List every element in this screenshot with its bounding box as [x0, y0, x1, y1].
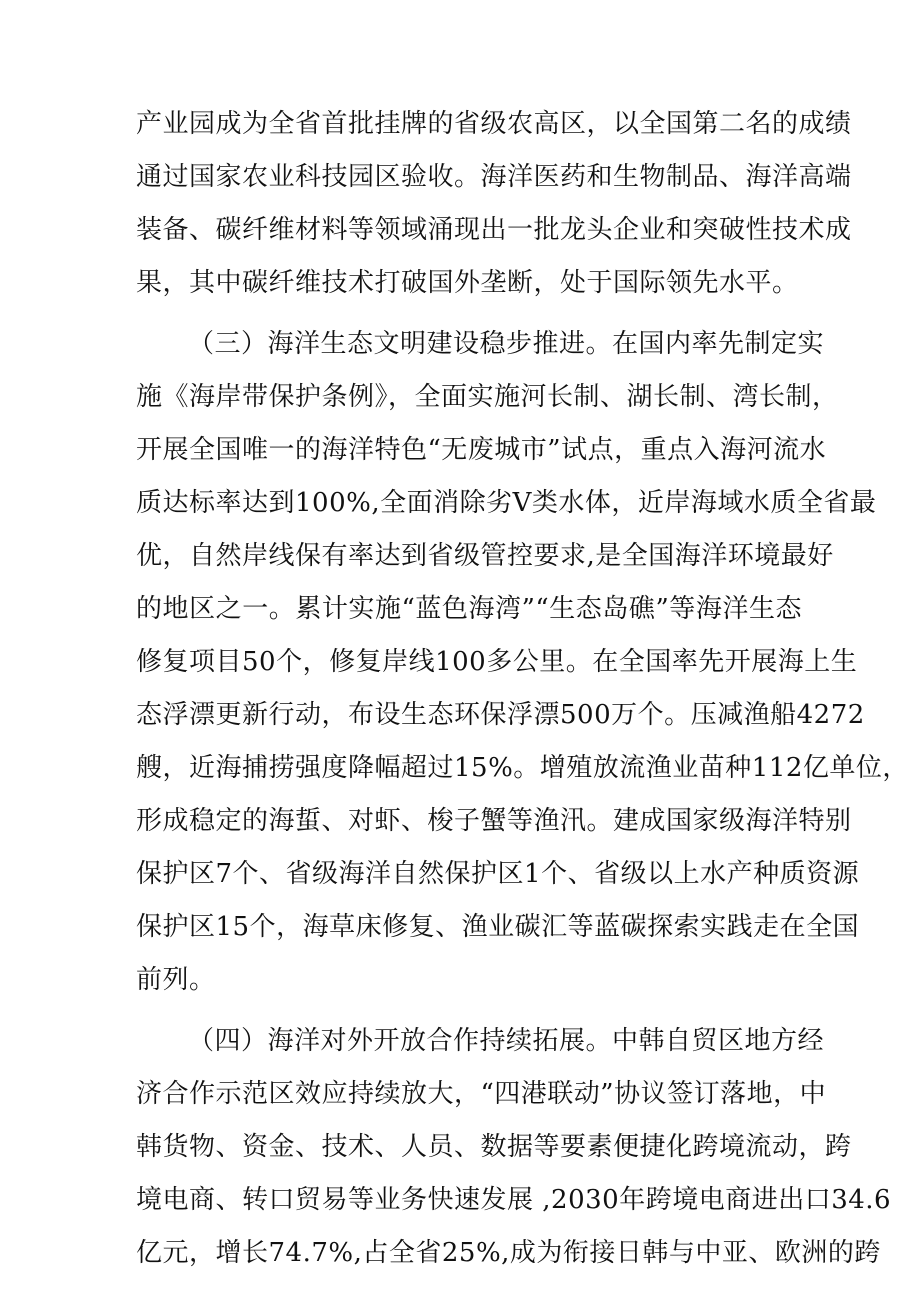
text-line: 态浮漂更新行动，布设生态环保浮漂500万个。压减渔船4272 [136, 700, 865, 730]
text-line: 修复项目50个，修复岸线100多公里。在全国率先开展海上生 [136, 647, 858, 677]
text-line: 的地区之一。累计实施“蓝色海湾”“生态岛礁”等海洋生态 [136, 594, 802, 624]
text-line: 济合作示范区效应持续放大，“四港联动”协议签订落地，中 [136, 1079, 827, 1109]
text-line: 艘，近海捕捞强度降幅超过15%。增殖放流渔业苗种112亿单位， [136, 753, 909, 783]
text-line: 形成稳定的海蜇、对虾、梭子蟹等渔汛。建成国家级海洋特别 [136, 806, 852, 836]
text-line: 质达标率达到100%,全面消除劣V类水体，近岸海域水质全省最 [136, 488, 877, 518]
text-line: 装备、碳纤维材料等领域涌现出一批龙头企业和突破性技术成 [136, 215, 852, 245]
document-body [136, 98, 909, 1280]
text-line: 优，自然岸线保有率达到省级管控要求,是全国海洋环境最好 [136, 541, 834, 571]
text-line: 保护区15个，海草床修复、渔业碳汇等蓝碳探索实践走在全国 [136, 912, 860, 942]
text-line: 果，其中碳纤维技术打破国外垄断，处于国际领先水平。 [136, 268, 799, 298]
text-line: 通过国家农业科技园区验收。海洋医药和生物制品、海洋高端 [136, 162, 852, 192]
text-line: 施《海岸带保护条例》，全面实施河长制、湖长制、湾长制， [136, 382, 839, 412]
text-line: 开展全国唯一的海洋特色“无废城市”试点，重点入海河流水 [136, 435, 827, 465]
paragraph-opening [136, 1015, 892, 1280]
text-line: 亿元，增长74.7%,占全省25%,成为衔接日韩与中亚、欧洲的跨 [136, 1238, 881, 1268]
text-line: 前列。 [136, 965, 216, 995]
text-line: （四）海洋对外开放合作持续拓展。中韩自贸区地方经 [188, 1026, 825, 1056]
text-line: 韩货物、资金、技术、人员、数据等要素便捷化跨境流动，跨 [136, 1132, 852, 1162]
paragraph-industry [136, 98, 852, 310]
text-line: （三）海洋生态文明建设稳步推进。在国内率先制定实 [188, 329, 825, 359]
text-line: 境电商、转口贸易等业务快速发展 ,2030年跨境电商进出口34.6 [136, 1185, 892, 1215]
text-line: 产业园成为全省首批挂牌的省级农高区，以全国第二名的成绩 [136, 109, 852, 139]
text-line: 保护区7个、省级海洋自然保护区1个、省级以上水产种质资源 [136, 859, 860, 889]
paragraph-ecology [136, 318, 909, 1007]
